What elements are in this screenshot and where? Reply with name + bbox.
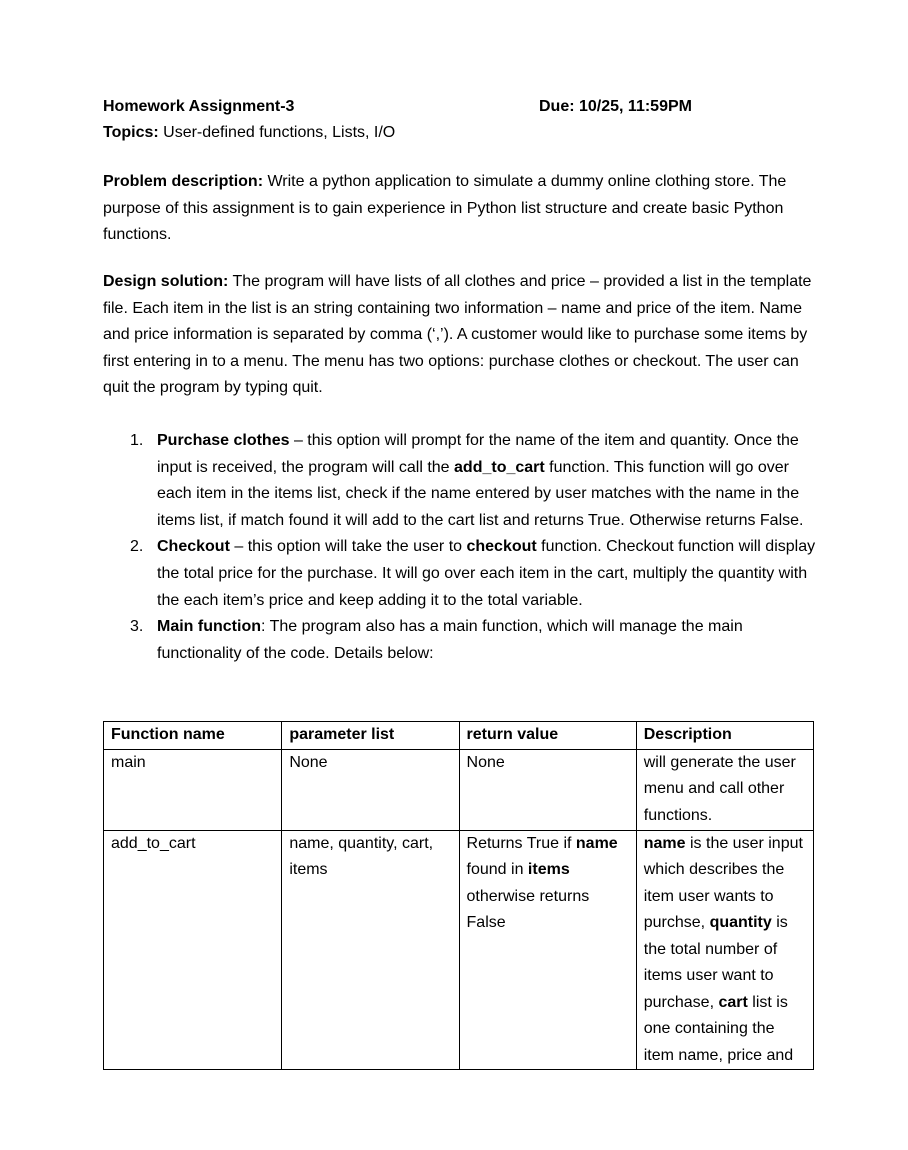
cell-bold: quantity	[709, 914, 772, 931]
table-header-cell: Description	[636, 722, 813, 750]
topics-line	[103, 120, 395, 146]
problem-label: Problem description:	[103, 173, 264, 190]
list-item-title: Main function	[157, 618, 261, 636]
list-item-purchase	[103, 428, 818, 534]
problem-text: Write a python application to simulate a dummy online clothing store. The purpose of this assignment is to gain experience in Python list structure and create basic Python functions.	[103, 173, 787, 243]
list-number: 3.	[130, 618, 144, 636]
list-item-text: : The program also has a main function, which will manage the main functionality of the code. Details below:	[157, 618, 743, 662]
design-label: Design solution:	[103, 273, 229, 290]
cell-text: found in	[466, 861, 528, 878]
list-item-bold: add_to_cart	[454, 458, 545, 476]
topics-value: User-defined functions, Lists, I/O	[158, 124, 396, 141]
list-number: 1.	[130, 432, 144, 449]
cell-bold: items	[527, 861, 570, 878]
list-item-bold: checkout	[466, 538, 537, 556]
list-item-text: – this option will prompt for the name of the item and quantity. Once the input is received, the program will call the	[157, 432, 799, 476]
table-cell: None	[459, 749, 636, 830]
table-header-cell: Function name	[104, 722, 282, 750]
design-text: The program will have lists of all clothes and price – provided a list in the template file. Each item in the list is an string containing two information – name and price of the item. Name and price information is separated by comma (‘,’). A customer would like to purchase some items by first entering in to a menu. The menu has two options: purchase clothes or checkout. The user can quit the program by typing quit.	[103, 273, 812, 396]
table-header-row	[104, 722, 814, 750]
list-number: 2.	[130, 538, 144, 556]
list-item-text: function. This function will go over each item in the items list, check if the name entered by user matches with the name in the items list, if match found it will add to the cart list and returns True. Otherwise returns False.	[157, 458, 804, 529]
function-table	[103, 721, 814, 1070]
design-solution	[103, 269, 818, 402]
table-cell: will generate the user menu and call other functions.	[636, 749, 813, 830]
list-item-text: function. Checkout function will display the total price for the purchase. It will go over each item in the cart, multiply the quantity with the each item’s price and keep adding it to the total variable.	[157, 538, 816, 609]
table-cell: name, quantity, cart, items	[282, 830, 459, 1070]
table-header-cell: return value	[459, 722, 636, 750]
cell-text: is the total number of items user want to purchase,	[643, 914, 788, 1011]
list-item-main	[103, 614, 818, 667]
cell-bold: name	[575, 834, 618, 852]
assignment-title: Homework Assignment-3	[103, 98, 295, 115]
cell-text: is the user input which describes the item user wants to purchse,	[643, 834, 803, 931]
cell-bold: cart	[718, 993, 748, 1011]
list-item-title: Purchase clothes	[157, 432, 290, 449]
list-item-checkout	[103, 534, 818, 614]
table-cell	[636, 830, 813, 1070]
cell-bold: name	[643, 834, 686, 852]
table-row	[104, 830, 814, 1070]
table-cell: add_to_cart	[104, 830, 282, 1070]
problem-description	[103, 169, 818, 249]
topics-label: Topics:	[103, 124, 159, 141]
table-header-cell: parameter list	[282, 722, 459, 750]
table-cell: None	[282, 749, 459, 830]
list-item-title: Checkout	[157, 538, 230, 556]
cell-text: Returns True if	[466, 834, 576, 852]
header-row	[103, 94, 823, 120]
table-row	[104, 749, 814, 830]
cell-text: otherwise returns False	[466, 887, 590, 931]
numbered-list	[103, 428, 818, 667]
table-cell	[459, 830, 636, 1070]
cell-text: list is one containing the item name, price and	[643, 993, 794, 1064]
due-date: Due: 10/25, 11:59PM	[539, 98, 692, 115]
table-cell: main	[104, 749, 282, 830]
list-item-text: – this option will take the user to	[229, 538, 467, 556]
